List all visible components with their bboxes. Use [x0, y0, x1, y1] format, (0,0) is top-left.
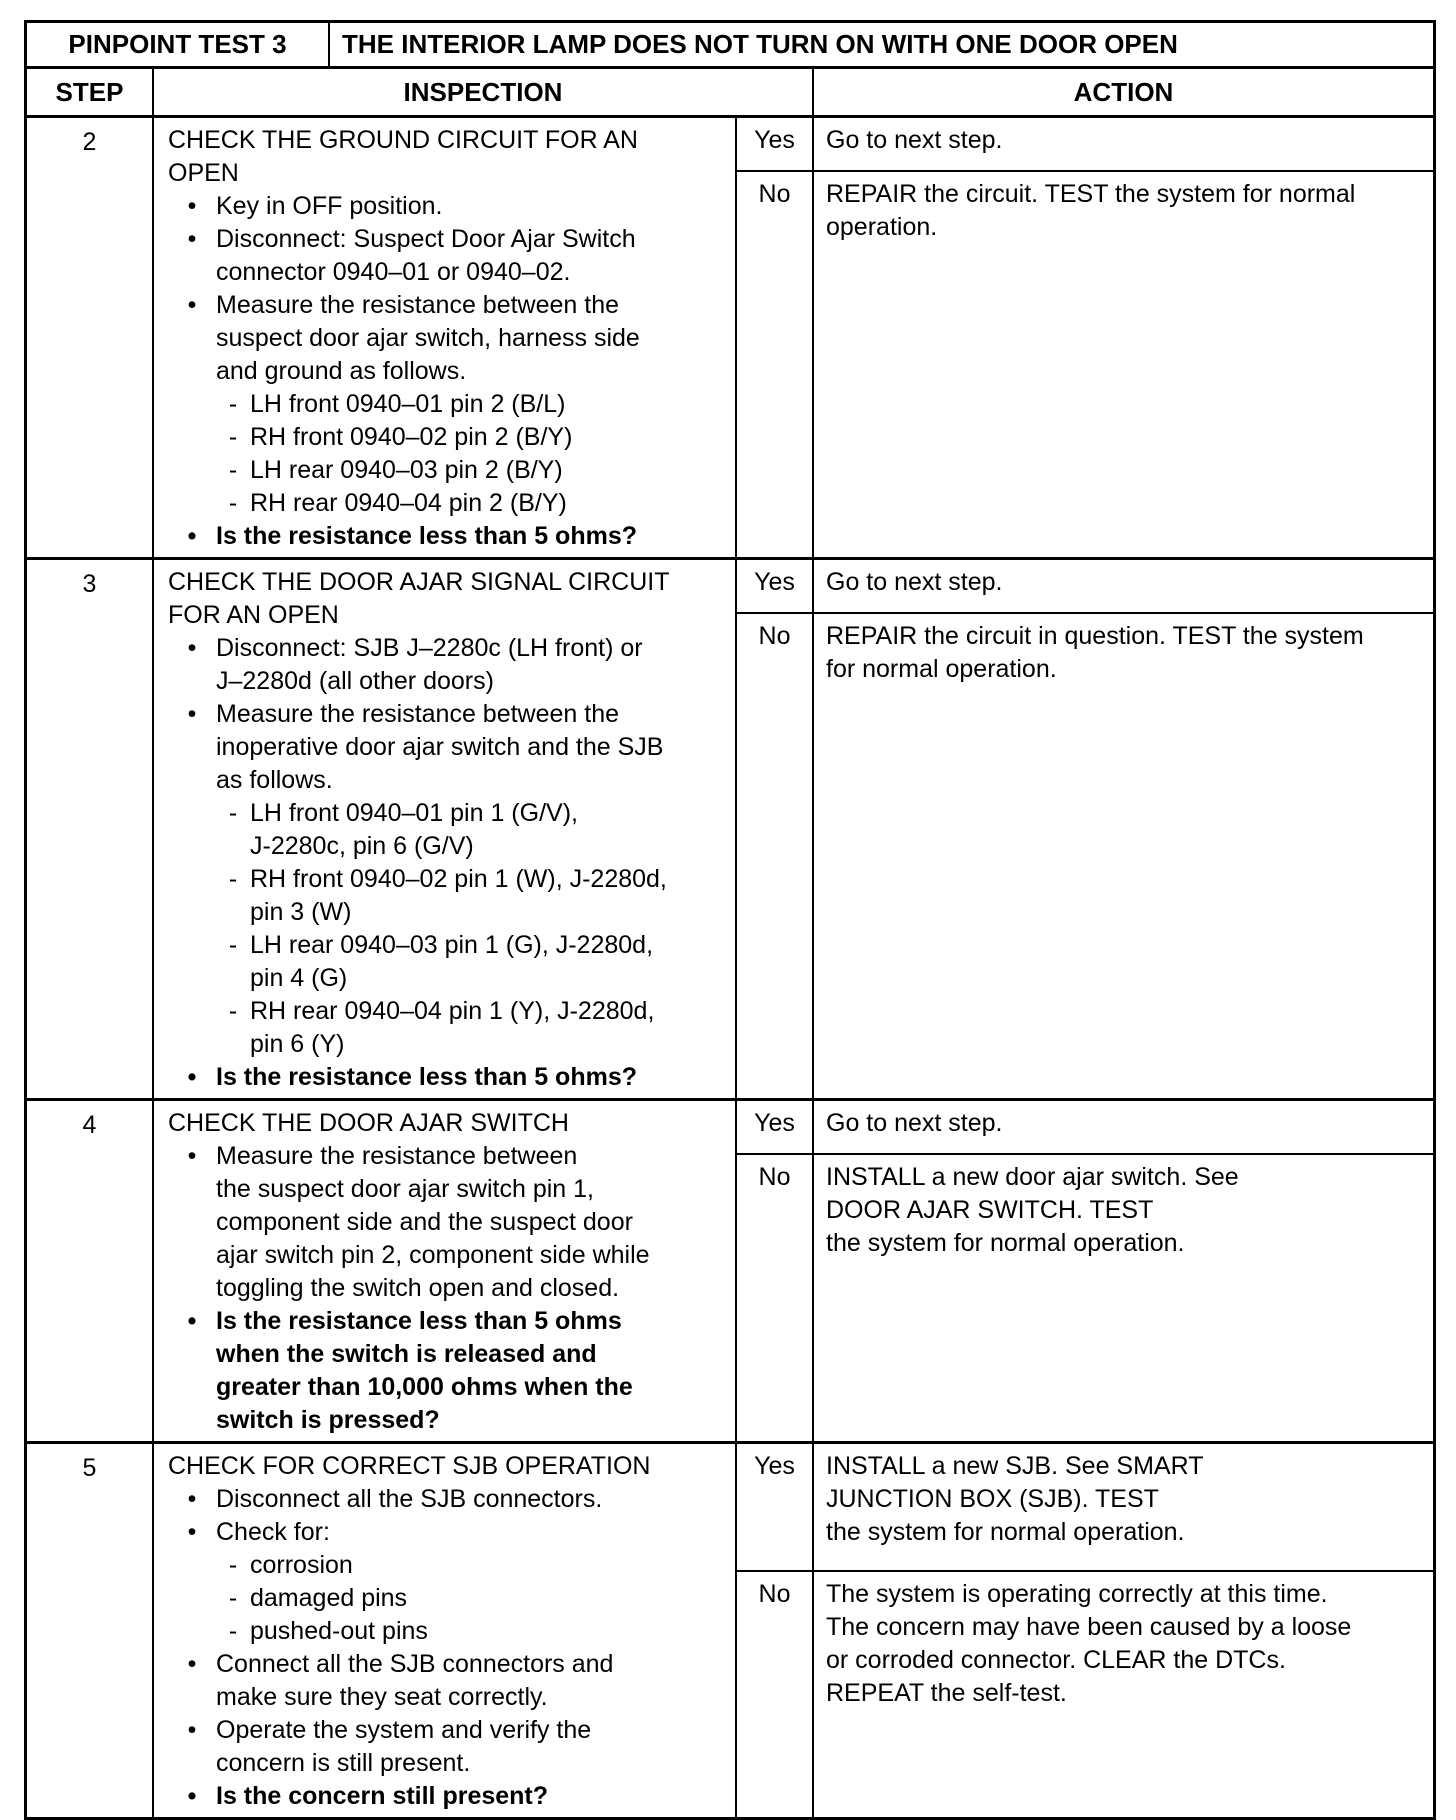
- yes-label: Yes: [754, 1452, 795, 1480]
- text-line: RH front 0940–02 pin 1 (W), J-2280d,: [250, 865, 667, 893]
- text-line: Is the resistance less than 5 ohms?: [216, 522, 637, 550]
- inspection-title: [168, 1107, 727, 1140]
- test-title: THE INTERIOR LAMP DOES NOT TURN ON WITH ONE DOOR OPEN: [342, 29, 1178, 59]
- inspection-title: [168, 1450, 727, 1483]
- text-line: LH rear 0940–03 pin 1 (G), J-2280d,: [250, 931, 654, 959]
- bullet-icon: •: [187, 522, 197, 550]
- inspection-bullet: [168, 1516, 727, 1549]
- inspection-bullet: [168, 698, 727, 797]
- column-header-inspection: INSPECTION: [154, 69, 814, 115]
- dash-icon: -: [228, 390, 238, 418]
- action-text: [826, 1161, 1425, 1260]
- dash-icon: -: [228, 489, 238, 517]
- bullet-text: [216, 520, 727, 553]
- action-column: [814, 118, 1433, 557]
- no-action: [814, 612, 1433, 1098]
- text-line: Go to next step.: [826, 1109, 1003, 1137]
- bullet-text: [216, 289, 727, 388]
- yes-action: [814, 118, 1433, 170]
- bullet-text: [216, 1780, 727, 1813]
- bullet-icon: •: [187, 1307, 197, 1335]
- text-line: LH front 0940–01 pin 1 (G/V),: [250, 799, 578, 827]
- sub-item-text: [250, 1549, 727, 1582]
- text-line: pushed-out pins: [250, 1617, 428, 1645]
- inspection-sub-item: [168, 421, 727, 454]
- action-text: [826, 1450, 1425, 1549]
- inspection-sub-item: [168, 995, 727, 1061]
- text-line: or corroded connector. CLEAR the DTCs.: [826, 1646, 1286, 1674]
- bullet-text: [216, 1648, 727, 1714]
- inspection-question: [168, 520, 727, 553]
- text-line: CHECK FOR CORRECT SJB OPERATION: [168, 1452, 651, 1480]
- answer-column: [737, 560, 814, 1098]
- text-line: REPAIR the circuit. TEST the system for normal: [826, 180, 1356, 208]
- text-line: pin 3 (W): [250, 898, 352, 926]
- yes-action: [814, 560, 1433, 612]
- no-label: No: [737, 1153, 812, 1441]
- inspection-sub-item: [168, 1615, 727, 1648]
- bullet-icon: •: [187, 192, 197, 220]
- step-number: 5: [27, 1444, 154, 1817]
- inspection-sub-item: [168, 1582, 727, 1615]
- dash-icon: -: [228, 1617, 238, 1645]
- answer-column: [737, 118, 814, 557]
- dash-icon: -: [228, 1551, 238, 1579]
- text-line: OPEN: [168, 159, 239, 187]
- inspection-bullet: [168, 1483, 727, 1516]
- inspection-question: [168, 1061, 727, 1094]
- yes-action: [814, 1101, 1433, 1153]
- bullet-text: [216, 1714, 727, 1780]
- text-line: ajar switch pin 2, component side while: [216, 1241, 650, 1269]
- text-line: Disconnect: SJB J–2280c (LH front) or: [216, 634, 643, 662]
- bullet-text: [216, 223, 727, 289]
- text-line: suspect door ajar switch, harness side: [216, 324, 640, 352]
- text-line: toggling the switch open and closed.: [216, 1274, 620, 1302]
- text-line: RH rear 0940–04 pin 2 (B/Y): [250, 489, 567, 517]
- sub-item-text: [250, 388, 727, 421]
- text-line: corrosion: [250, 1551, 353, 1579]
- step-number: 3: [27, 560, 154, 1098]
- dash-icon: -: [228, 799, 238, 827]
- column-header-row: [24, 66, 1436, 115]
- text-line: DOOR AJAR SWITCH. TEST: [826, 1196, 1154, 1224]
- dash-icon: -: [228, 997, 238, 1025]
- text-line: LH front 0940–01 pin 2 (B/L): [250, 390, 566, 418]
- bullet-text: [216, 1305, 727, 1437]
- text-line: concern is still present.: [216, 1749, 471, 1777]
- text-line: J–2280d (all other doors): [216, 667, 494, 695]
- inspection-cell: [154, 1101, 737, 1441]
- answer-column: [737, 1444, 814, 1817]
- sub-item-text: [250, 454, 727, 487]
- step-rows: [24, 115, 1436, 1820]
- answer-column: [737, 1101, 814, 1441]
- text-line: Is the concern still present?: [216, 1782, 549, 1810]
- text-line: The system is operating correctly at this time.: [826, 1580, 1328, 1608]
- action-text: [826, 124, 1425, 157]
- text-line: greater than 10,000 ohms when the: [216, 1373, 633, 1401]
- step-row: [24, 1441, 1436, 1820]
- sub-item-text: [250, 1582, 727, 1615]
- action-column: [814, 1444, 1433, 1817]
- text-line: Connect all the SJB connectors and: [216, 1650, 614, 1678]
- inspection-title: [168, 124, 727, 190]
- step-number: 4: [27, 1101, 154, 1441]
- no-label: No: [737, 612, 812, 1098]
- column-header-action: ACTION: [1073, 77, 1174, 107]
- inspection-question: [168, 1780, 727, 1813]
- inspection-sub-item: [168, 388, 727, 421]
- inspection-sub-item: [168, 863, 727, 929]
- bullet-icon: •: [187, 291, 197, 319]
- yes-label: Yes: [754, 1109, 795, 1137]
- text-line: as follows.: [216, 766, 333, 794]
- text-line: Go to next step.: [826, 126, 1003, 154]
- dash-icon: -: [228, 931, 238, 959]
- bullet-text: [216, 1483, 727, 1516]
- action-text: [826, 178, 1425, 244]
- bullet-text: [216, 1140, 727, 1305]
- inspection-cell: [154, 560, 737, 1098]
- text-line: JUNCTION BOX (SJB). TEST: [826, 1485, 1159, 1513]
- inspection-bullet: [168, 1648, 727, 1714]
- text-line: Check for:: [216, 1518, 330, 1546]
- yes-action: [814, 1444, 1433, 1570]
- inspection-title: [168, 566, 727, 632]
- bullet-text: [216, 190, 727, 223]
- inspection-bullet: [168, 1714, 727, 1780]
- text-line: switch is pressed?: [216, 1406, 440, 1434]
- text-line: RH front 0940–02 pin 2 (B/Y): [250, 423, 573, 451]
- pinpoint-test-table: [24, 20, 1436, 1820]
- no-label: No: [737, 170, 812, 557]
- text-line: Measure the resistance between: [216, 1142, 578, 1170]
- inspection-sub-item: [168, 929, 727, 995]
- sub-item-text: [250, 995, 727, 1061]
- text-line: component side and the suspect door: [216, 1208, 633, 1236]
- yes-label: Yes: [754, 126, 795, 154]
- text-line: CHECK THE GROUND CIRCUIT FOR AN: [168, 126, 638, 154]
- inspection-bullet: [168, 1140, 727, 1305]
- bullet-icon: •: [187, 1063, 197, 1091]
- sub-item-text: [250, 797, 727, 863]
- yes-label: Yes: [754, 568, 795, 596]
- action-column: [814, 1101, 1433, 1441]
- text-line: operation.: [826, 213, 938, 241]
- no-action: [814, 1153, 1433, 1441]
- text-line: INSTALL a new door ajar switch. See: [826, 1163, 1239, 1191]
- step-row: [24, 1098, 1436, 1441]
- text-line: REPAIR the circuit in question. TEST the system: [826, 622, 1364, 650]
- action-text: [826, 1107, 1425, 1140]
- bullet-text: [216, 698, 727, 797]
- bullet-icon: •: [187, 1650, 197, 1678]
- text-line: Disconnect all the SJB connectors.: [216, 1485, 603, 1513]
- bullet-icon: •: [187, 1782, 197, 1810]
- text-line: RH rear 0940–04 pin 1 (Y), J-2280d,: [250, 997, 655, 1025]
- text-line: Operate the system and verify the: [216, 1716, 592, 1744]
- no-action: [814, 1570, 1433, 1817]
- text-line: Key in OFF position.: [216, 192, 443, 220]
- inspection-cell: [154, 1444, 737, 1817]
- bullet-icon: •: [187, 1518, 197, 1546]
- sub-item-text: [250, 929, 727, 995]
- sub-item-text: [250, 421, 727, 454]
- text-line: CHECK THE DOOR AJAR SIGNAL CIRCUIT: [168, 568, 670, 596]
- text-line: the suspect door ajar switch pin 1,: [216, 1175, 594, 1203]
- text-line: when the switch is released and: [216, 1340, 597, 1368]
- bullet-text: [216, 1061, 727, 1094]
- inspection-cell: [154, 118, 737, 557]
- inspection-bullet: [168, 632, 727, 698]
- test-title-row: [24, 20, 1436, 66]
- bullet-icon: •: [187, 700, 197, 728]
- dash-icon: -: [228, 456, 238, 484]
- text-line: Measure the resistance between the: [216, 700, 620, 728]
- inspection-sub-item: [168, 797, 727, 863]
- text-line: INSTALL a new SJB. See SMART: [826, 1452, 1204, 1480]
- step-row: [24, 557, 1436, 1098]
- test-label: PINPOINT TEST 3: [27, 23, 330, 66]
- step-row: [24, 115, 1436, 557]
- text-line: Is the resistance less than 5 ohms: [216, 1307, 622, 1335]
- bullet-icon: •: [187, 225, 197, 253]
- column-header-step: STEP: [27, 69, 154, 115]
- text-line: the system for normal operation.: [826, 1518, 1185, 1546]
- text-line: Disconnect: Suspect Door Ajar Switch: [216, 225, 636, 253]
- step-number: 2: [27, 118, 154, 557]
- inspection-sub-item: [168, 487, 727, 520]
- text-line: J-2280c, pin 6 (G/V): [250, 832, 474, 860]
- bullet-icon: •: [187, 1142, 197, 1170]
- text-line: LH rear 0940–03 pin 2 (B/Y): [250, 456, 563, 484]
- no-label: No: [737, 1570, 812, 1817]
- text-line: damaged pins: [250, 1584, 408, 1612]
- sub-item-text: [250, 487, 727, 520]
- text-line: and ground as follows.: [216, 357, 467, 385]
- sub-item-text: [250, 863, 727, 929]
- inspection-bullet: [168, 289, 727, 388]
- inspection-sub-item: [168, 1549, 727, 1582]
- dash-icon: -: [228, 1584, 238, 1612]
- inspection-sub-item: [168, 454, 727, 487]
- sub-item-text: [250, 1615, 727, 1648]
- action-text: [826, 566, 1425, 599]
- dash-icon: -: [228, 865, 238, 893]
- text-line: Is the resistance less than 5 ohms?: [216, 1063, 637, 1091]
- text-line: CHECK THE DOOR AJAR SWITCH: [168, 1109, 569, 1137]
- bullet-icon: •: [187, 1485, 197, 1513]
- action-text: [826, 620, 1425, 686]
- action-column: [814, 560, 1433, 1098]
- text-line: make sure they seat correctly.: [216, 1683, 548, 1711]
- text-line: Go to next step.: [826, 568, 1003, 596]
- bullet-icon: •: [187, 634, 197, 662]
- text-line: inoperative door ajar switch and the SJB: [216, 733, 664, 761]
- text-line: the system for normal operation.: [826, 1229, 1185, 1257]
- inspection-bullet: [168, 223, 727, 289]
- action-text: [826, 1578, 1425, 1710]
- bullet-text: [216, 1516, 727, 1549]
- bullet-text: [216, 632, 727, 698]
- text-line: for normal operation.: [826, 655, 1057, 683]
- no-action: [814, 170, 1433, 557]
- text-line: FOR AN OPEN: [168, 601, 339, 629]
- text-line: REPEAT the self-test.: [826, 1679, 1067, 1707]
- dash-icon: -: [228, 423, 238, 451]
- text-line: Measure the resistance between the: [216, 291, 620, 319]
- text-line: connector 0940–01 or 0940–02.: [216, 258, 571, 286]
- text-line: pin 4 (G): [250, 964, 348, 992]
- inspection-question: [168, 1305, 727, 1437]
- text-line: The concern may have been caused by a loose: [826, 1613, 1352, 1641]
- text-line: pin 6 (Y): [250, 1030, 345, 1058]
- inspection-bullet: [168, 190, 727, 223]
- bullet-icon: •: [187, 1716, 197, 1744]
